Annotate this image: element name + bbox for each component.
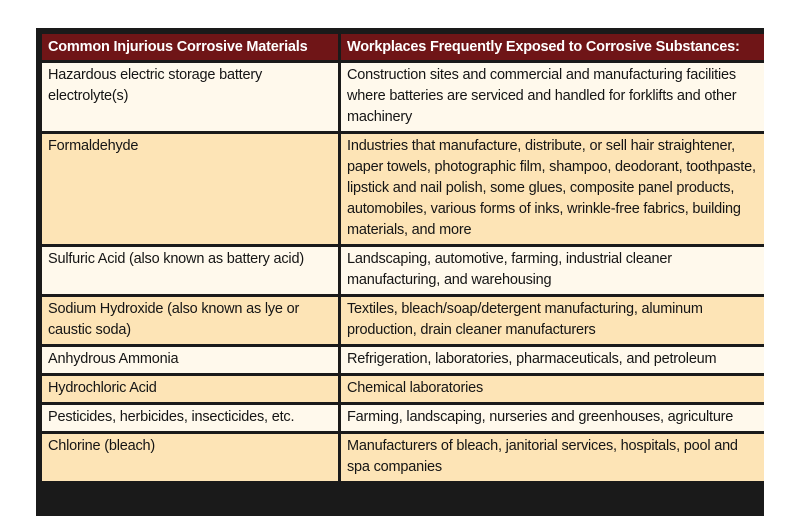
material-cell: Anhydrous Ammonia xyxy=(42,347,338,373)
table-row xyxy=(42,434,764,481)
workplaces-cell: Landscaping, automotive, farming, industrial cleaner manufacturing, and warehousing xyxy=(341,247,764,294)
corrosive-materials-table xyxy=(39,31,767,484)
table-row xyxy=(42,134,764,244)
table-row xyxy=(42,297,764,344)
workplaces-cell: Farming, landscaping, nurseries and greenhouses, agriculture xyxy=(341,405,764,431)
table-row xyxy=(42,247,764,294)
workplaces-cell: Chemical laboratories xyxy=(341,376,764,402)
material-cell: Pesticides, herbicides, insecticides, etc. xyxy=(42,405,338,431)
corrosive-materials-table-frame xyxy=(36,28,764,516)
material-cell: Hazardous electric storage battery electrolyte(s) xyxy=(42,63,338,131)
workplaces-cell: Manufacturers of bleach, janitorial services, hospitals, pool and spa companies xyxy=(341,434,764,481)
header-workplaces: Workplaces Frequently Exposed to Corrosive Substances: xyxy=(341,34,764,60)
workplaces-cell: Industries that manufacture, distribute, or sell hair straightener, paper towels, photographic film, shampoo, deodorant, toothpaste, lipstick and nail polish, some glues, composite panel products, automobiles, various forms of inks, wrinkle-free fabrics, building materials, and more xyxy=(341,134,764,244)
workplaces-cell: Textiles, bleach/soap/detergent manufacturing, aluminum production, drain cleaner manufacturers xyxy=(341,297,764,344)
material-cell: Sodium Hydroxide (also known as lye or caustic soda) xyxy=(42,297,338,344)
header-materials: Common Injurious Corrosive Materials xyxy=(42,34,338,60)
material-cell: Formaldehyde xyxy=(42,134,338,244)
table-header-row xyxy=(42,34,764,60)
material-cell: Sulfuric Acid (also known as battery acid) xyxy=(42,247,338,294)
workplaces-cell: Construction sites and commercial and manufacturing facilities where batteries are serviced and handled for forklifts and other machinery xyxy=(341,63,764,131)
table-row xyxy=(42,63,764,131)
workplaces-cell: Refrigeration, laboratories, pharmaceuticals, and petroleum xyxy=(341,347,764,373)
material-cell: Hydrochloric Acid xyxy=(42,376,338,402)
material-cell: Chlorine (bleach) xyxy=(42,434,338,481)
table-row xyxy=(42,347,764,373)
table-row xyxy=(42,405,764,431)
table-row xyxy=(42,376,764,402)
